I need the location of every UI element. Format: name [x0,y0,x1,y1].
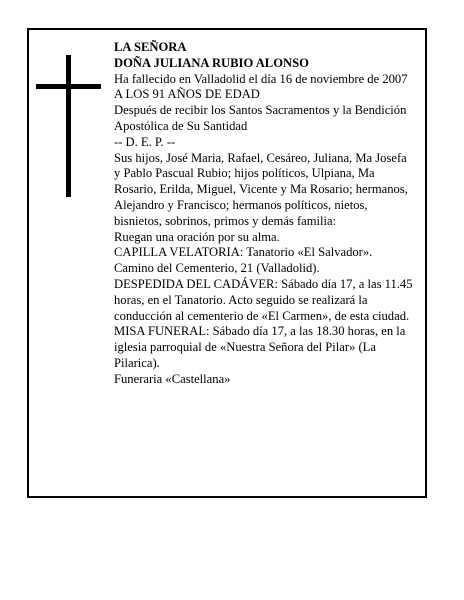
prayer-request: Ruegan una oración por su alma. [114,229,280,244]
farewell-info: DESPEDIDA DEL CADÁVER: Sábado día 17, a las 11.45 horas, en el Tanatorio. Acto seguido se realizará la conducción al cementerio de «El Carmen», de esta ciudad. [114,276,413,323]
cross-vertical-bar [66,55,71,197]
deceased-name: DOÑA JULIANA RUBIO ALONSO [114,55,309,70]
sacraments-line: Después de recibir los Santos Sacramentos y la Bendición Apostólica de Su Santidad [114,103,407,133]
obituary-text [114,40,414,388]
notice-title: LA SEÑORA [114,40,187,54]
age-line: A LOS 91 AÑOS DE EDAD [114,87,260,102]
rip-line: -- D. E. P. -- [114,134,176,149]
family-list: Sus hijos, José Maria, Rafael, Cesáreo, Juliana, Ma Josefa y Pablo Pascual Rubio; hijos políticos, Ulpiana, Ma Rosario, Erilda, Miguel, Vicente y Ma Rosario; hermanos, Alejandro y Francisco; hermanos políticos, nietos, bisnietos, sobrinos, primos y demás familia: [114,150,408,228]
mass-info: MISA FUNERAL: Sábado día 17, a las 18.30 horas, en la iglesia parroquial de «Nuestra Señora del Pilar» (La Pilarica). [114,324,406,370]
chapel-info: CAPILLA VELATORIA: Tanatorio «El Salvador». Camino del Cementerio, 21 (Valladolid). [114,245,373,276]
cross-horizontal-bar [36,84,101,89]
funeral-home: Funeraria «Castellana» [114,371,231,386]
death-notice: Ha fallecido en Valladolid el día 16 de noviembre de 2007 [114,71,408,86]
